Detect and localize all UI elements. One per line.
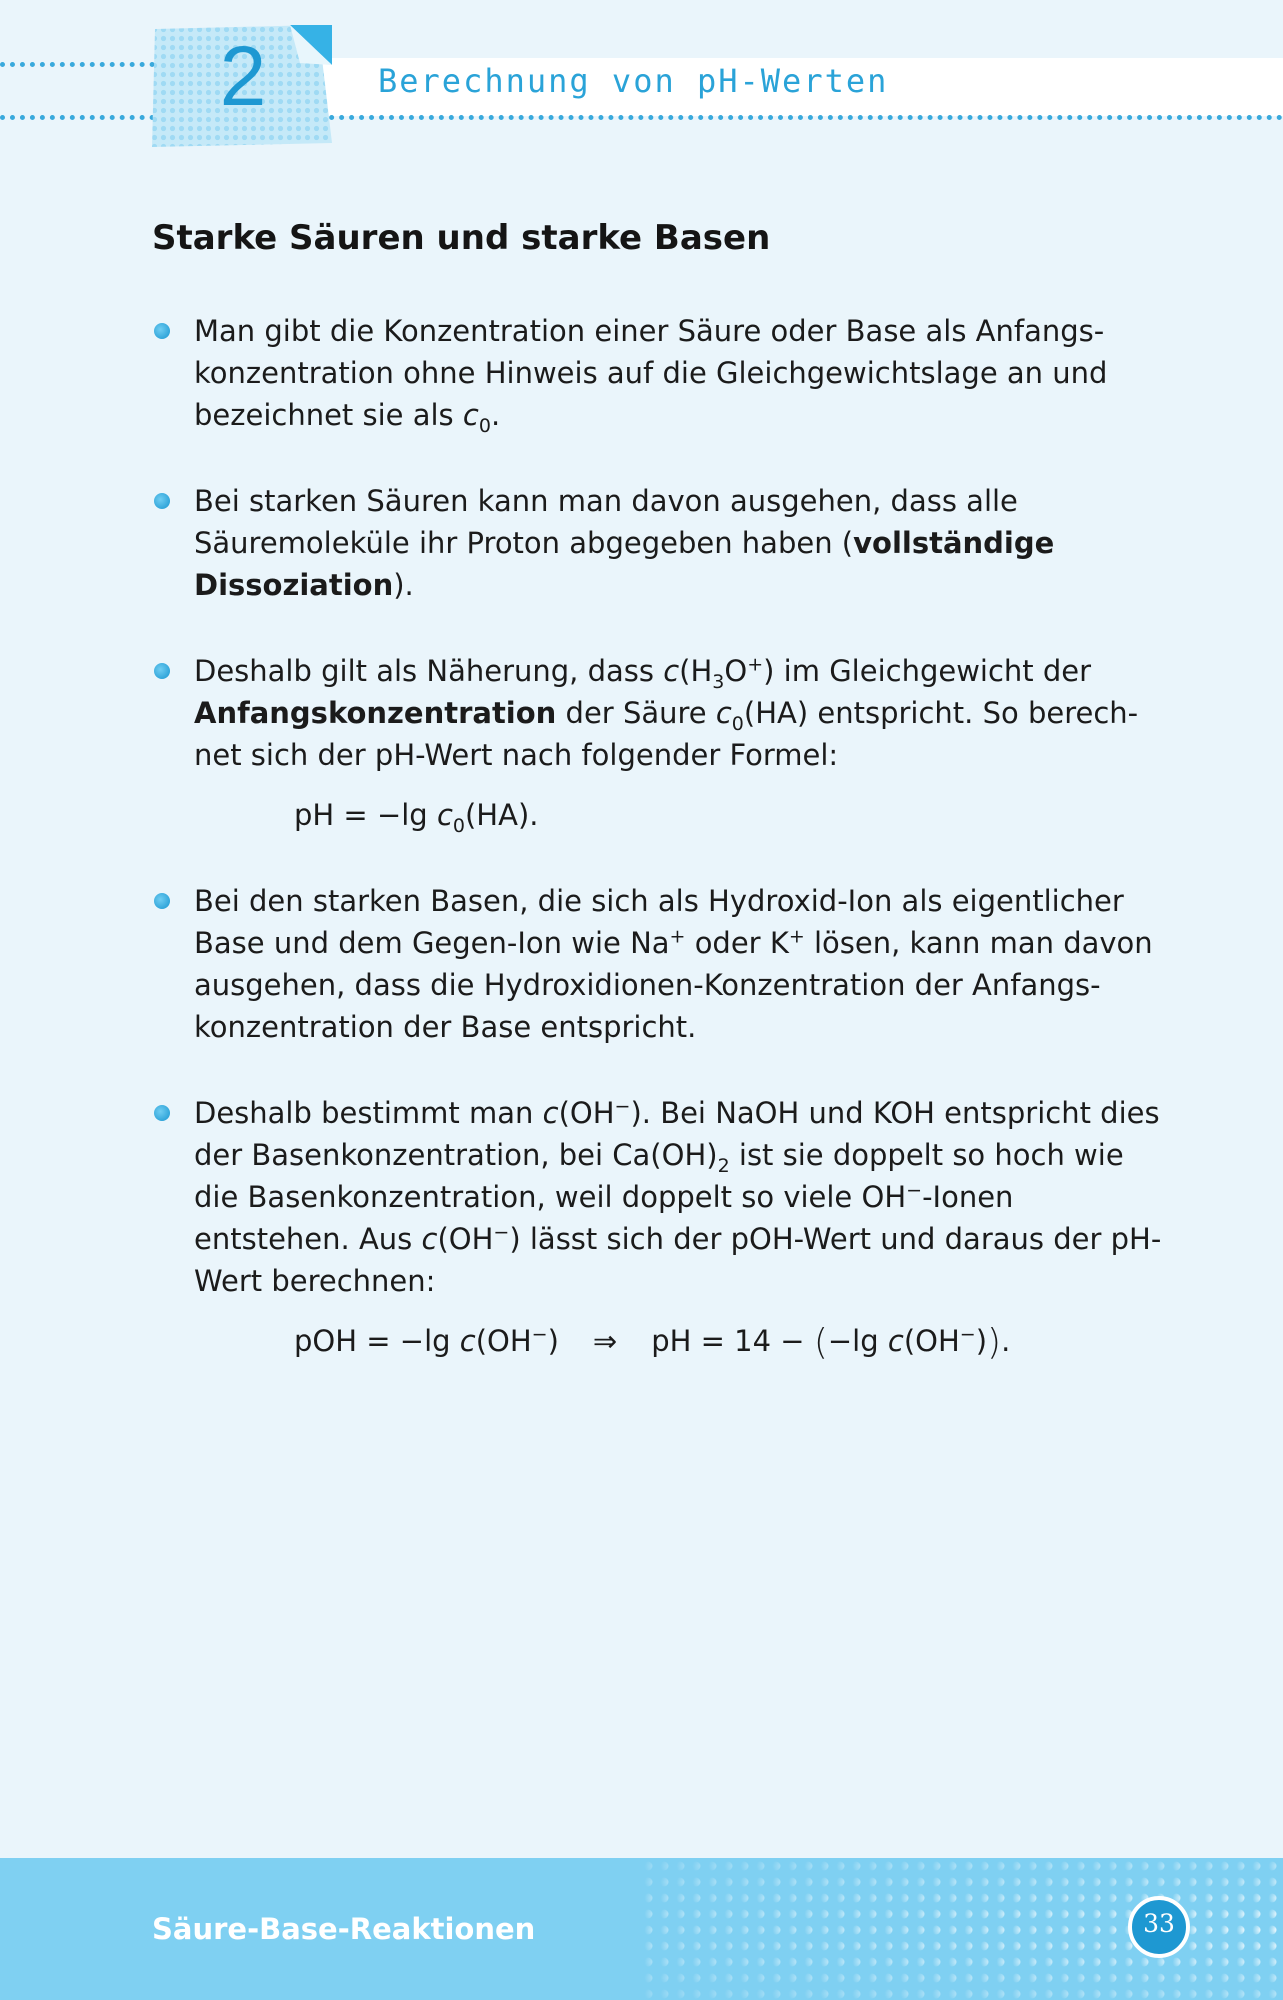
subscript: 0: [731, 712, 744, 735]
formula-part: pH = −lg: [294, 798, 428, 832]
bullet-text-part: O: [724, 654, 748, 688]
bullet-text: [194, 1092, 1162, 1302]
bullet-dot-icon: [154, 893, 170, 909]
subscript: 3: [712, 670, 725, 693]
superscript: −: [531, 1323, 548, 1346]
formula-part: ): [975, 1324, 988, 1358]
bold-term: vollständige Dissoziation: [194, 526, 1055, 602]
section-title: Starke Säuren und starke Basen: [152, 218, 771, 258]
bullet-text: [194, 480, 1162, 606]
bullet-text-part: lösen, kann man davon ausgehen, dass die Hydroxidionen-Konzentration der Anfangs-konzentration der Base entspricht.: [194, 926, 1153, 1044]
bullet-item-2: [152, 480, 1162, 606]
formula-part: ): [547, 1324, 559, 1358]
bullet-text-end: ).: [393, 568, 414, 602]
chapter-number: 2: [219, 29, 267, 123]
bullet-text-end: .: [490, 398, 501, 432]
subscript: 0: [478, 414, 491, 437]
bullet-text-part: oder K: [694, 926, 789, 960]
superscript: −: [614, 1095, 631, 1118]
superscript: −: [493, 1221, 510, 1244]
formula-part: (HA).: [464, 798, 539, 832]
symbol-c: c: [421, 1222, 438, 1256]
bullet-dot-icon: [154, 493, 170, 509]
bullet-text-part: -Ionen entstehen. Aus: [194, 1180, 1014, 1256]
superscript: +: [788, 925, 805, 948]
formula-part: (OH: [475, 1324, 532, 1358]
bullet-text-part: Bei den starken Basen, die sich als Hydroxid-Ion als eigentlicher Base und dem Gegen-Ion wie Na: [194, 884, 1124, 960]
bold-term: Anfangskonzentration: [194, 696, 557, 730]
bullet-dot-icon: [154, 663, 170, 679]
bullet-text-part: (OH: [437, 1222, 494, 1256]
symbol-c: c: [542, 1096, 559, 1130]
bullet-text-part: Bei starken Säuren kann man davon ausgehen, dass alle Säuremoleküle ihr Proton abgegeben haben (: [194, 484, 1018, 560]
bullet-item-4: [152, 880, 1162, 1048]
bullet-text-part: (HA) entspricht. So berech-net sich der pH-Wert nach folgender Formel:: [194, 696, 1139, 772]
bullet-text-part: ). Bei NaOH und KOH entspricht dies der Basenkonzentration, bei Ca(OH): [194, 1096, 1160, 1172]
bullet-text: [194, 310, 1162, 436]
bullet-text-part: ) lässt sich der pOH-Wert und daraus der pH-Wert berechnen:: [194, 1222, 1162, 1298]
bullet-text: [194, 650, 1162, 776]
symbol-c: c: [887, 1324, 904, 1358]
formula-ph-strong-acid: [294, 794, 1162, 836]
page-number: 33: [1143, 1909, 1175, 1938]
content: [152, 310, 1162, 1408]
symbol-c: c: [663, 654, 680, 688]
formula-part: pOH = −lg: [294, 1324, 451, 1358]
bullet-text-part: ) im Gleichgewicht der: [763, 654, 1092, 688]
symbol-c: c: [715, 696, 732, 730]
bullet-item-5: [152, 1092, 1162, 1364]
chapter-title: Berechnung von pH-Werten: [378, 62, 889, 100]
bullet-text-part: (H: [679, 654, 713, 688]
bullet-text-part: Man gibt die Konzentration einer Säure oder Base als Anfangs-konzentration ohne Hinweis auf die Gleichgewichtslage an und bezeichnet sie als: [194, 314, 1108, 432]
bullet-text-part: der Säure: [565, 696, 707, 730]
bullet-dot-icon: [154, 323, 170, 339]
formula-part: −lg: [827, 1324, 879, 1358]
bullet-text-part: ist sie doppelt so hoch wie die Basenkonzentration, weil doppelt so viele OH: [194, 1138, 1124, 1214]
bullet-text: [194, 880, 1162, 1048]
bullet-item-3: [152, 650, 1162, 836]
formula-paren: (: [813, 1322, 828, 1363]
formula-part: (OH: [903, 1324, 960, 1358]
formula-part: .: [1001, 1324, 1011, 1358]
superscript: +: [747, 653, 764, 676]
symbol-c: c: [459, 1324, 476, 1358]
bullet-text-part: Deshalb bestimmt man: [194, 1096, 534, 1130]
bullet-text-part: (OH: [558, 1096, 615, 1130]
symbol-c: c: [436, 798, 453, 832]
superscript: −: [906, 1179, 923, 1202]
superscript: +: [669, 925, 686, 948]
formula-paren: ): [987, 1322, 1002, 1363]
symbol-c: c: [462, 398, 479, 432]
formula-poh-to-ph: [294, 1320, 1162, 1364]
bullet-text-part: Deshalb gilt als Näherung, dass: [194, 654, 654, 688]
footer-label: Säure-Base-Reaktionen: [152, 1912, 536, 1946]
superscript: −: [959, 1323, 976, 1346]
subscript: 2: [717, 1154, 730, 1177]
bullet-item-1: [152, 310, 1162, 436]
implies-arrow-icon: ⇒: [592, 1324, 618, 1358]
bullet-dot-icon: [154, 1105, 170, 1121]
subscript: 0: [452, 814, 465, 837]
formula-part: pH = 14 −: [651, 1324, 805, 1358]
